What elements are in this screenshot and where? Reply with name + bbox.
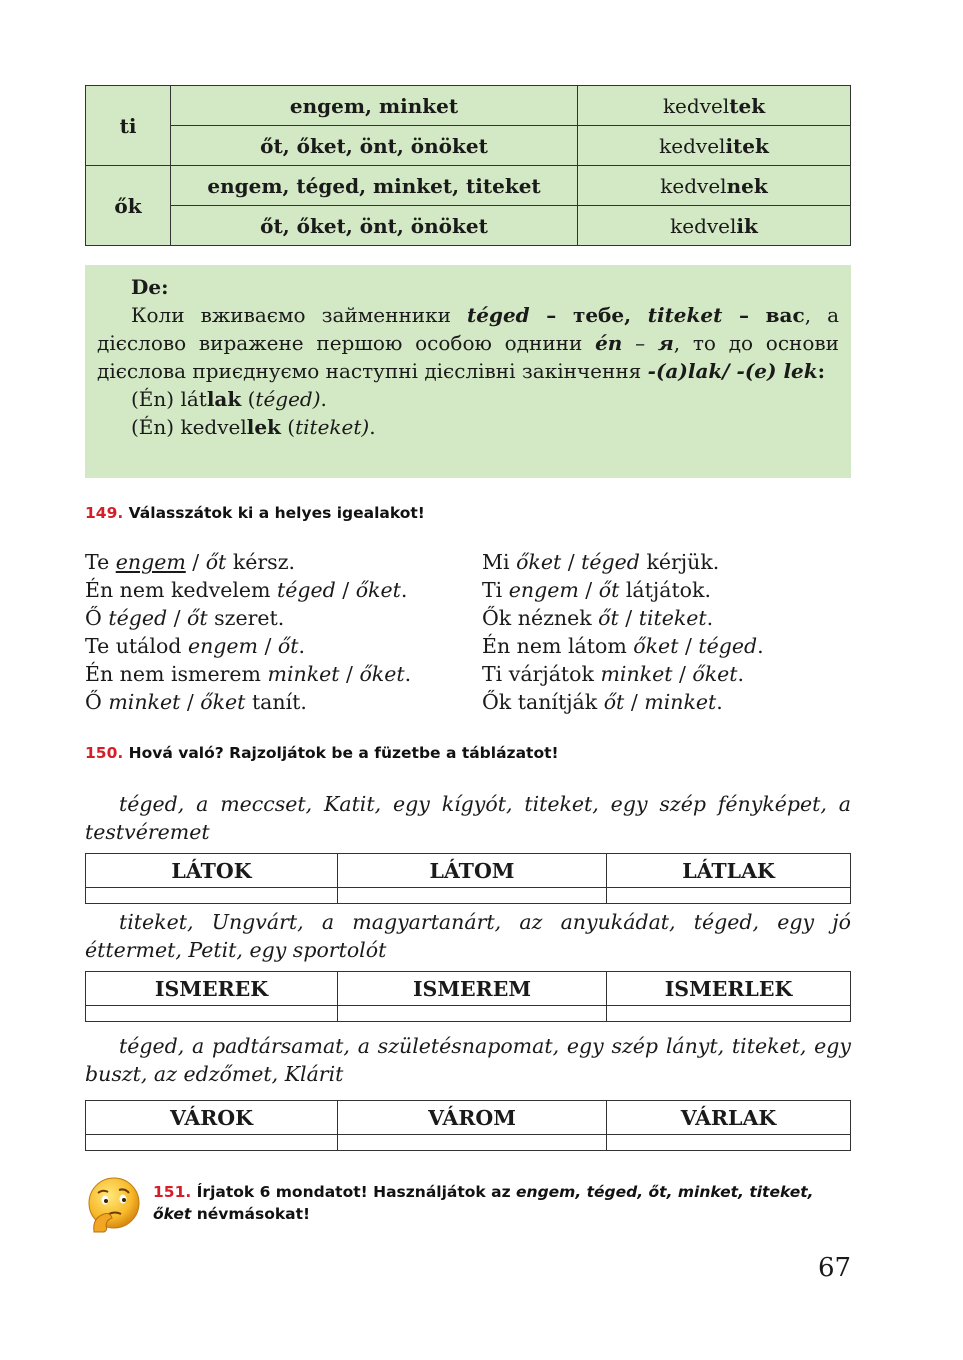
verb-cell: kedveltek (578, 86, 851, 126)
exercise-sentence: Ti várjátok minket / őket. (482, 662, 745, 686)
exercise-149-title: 149. Válasszátok ki a helyes igealakot! (85, 504, 425, 522)
thinking-face-icon (86, 1176, 140, 1234)
note-example: (Én) látlak (téged). (131, 387, 327, 411)
exercise-sentence: Ők tanítják őt / minket. (482, 690, 723, 714)
column-header: VÁROK (86, 1101, 338, 1135)
conjugation-table (85, 85, 851, 246)
empty-cell (607, 1135, 851, 1151)
empty-cell (338, 1135, 607, 1151)
pronoun-cell: ti (86, 86, 171, 166)
column-header: ISMEREM (338, 972, 607, 1006)
column-header: LÁTLAK (607, 854, 851, 888)
note-paragraph: Коли вживаємо займенники téged – тебе, titeket – вас, а дієслово виражене першою особою однини én – я, то до основи дієслова приєднуємо наступні дієслівні закінчення -(a)lak/ -(e) lek: (97, 303, 840, 383)
exercise-sentence: Ők néznek őt / titeket. (482, 606, 714, 630)
table-row (86, 126, 851, 166)
exercise-149-right-column (482, 548, 764, 716)
object-cell: őt, őket, önt, önöket (171, 126, 578, 166)
empty-cell (86, 1135, 338, 1151)
exercise-151-title: 151. Írjatok 6 mondatot! Használjátok az engem, téged, őt, minket, titeket, őket névmásokat! (153, 1183, 814, 1223)
exercise-sentence: Én nem látom őket / téged. (482, 634, 764, 658)
sorting-table (85, 971, 851, 1022)
verb-cell: kedvelik (578, 206, 851, 246)
exercise-sentence: Én nem ismerem minket / őket. (85, 662, 412, 686)
word-list: téged, a meccset, Katit, egy kígyót, titeket, egy szép fényképet, a testvéremet (85, 792, 851, 844)
grammar-note-box (85, 265, 851, 478)
object-cell: engem, minket (171, 86, 578, 126)
exercise-150-title: 150. Hová való? Rajzoljátok be a füzetbe a táblázatot! (85, 744, 559, 762)
column-header: VÁRLAK (607, 1101, 851, 1135)
note-example: (Én) kedvellek (titeket). (131, 415, 376, 439)
object-cell: engem, téged, minket, titeket (171, 166, 578, 206)
exercise-sentence: Mi őket / téged kérjük. (482, 550, 720, 574)
verb-cell: kedvelitek (578, 126, 851, 166)
column-header: LÁTOM (338, 854, 607, 888)
empty-cell (338, 1006, 607, 1022)
page-number: 67 (818, 1253, 852, 1283)
empty-cell (338, 888, 607, 904)
exercise-sentence: Te engem / őt kérsz. (85, 550, 296, 574)
exercise-sentence: Ti engem / őt látjátok. (482, 578, 711, 602)
verb-cell: kedvelnek (578, 166, 851, 206)
exercise-sentence: Én nem kedvelem téged / őket. (85, 578, 408, 602)
column-header: ISMERLEK (607, 972, 851, 1006)
empty-cell (86, 888, 338, 904)
sorting-table (85, 1100, 851, 1151)
table-row (86, 166, 851, 206)
exercise-sentence: Te utálod engem / őt. (85, 634, 306, 658)
empty-cell (607, 1006, 851, 1022)
word-list: titeket, Ungvárt, a magyartanárt, az anyukádat, téged, egy jó éttermet, Petit, egy sportolót (85, 910, 851, 962)
table-row (86, 86, 851, 126)
column-header: ISMEREK (86, 972, 338, 1006)
column-header: LÁTOK (86, 854, 338, 888)
empty-cell (86, 1006, 338, 1022)
table-row (86, 206, 851, 246)
exercise-sentence: Ő téged / őt szeret. (85, 606, 285, 630)
sorting-table (85, 853, 851, 904)
empty-cell (607, 888, 851, 904)
column-header: VÁROM (338, 1101, 607, 1135)
exercise-149-left-column (85, 548, 411, 716)
note-heading: De: (131, 275, 169, 299)
exercise-sentence: Ő minket / őket tanít. (85, 690, 307, 714)
pronoun-cell: ők (86, 166, 171, 246)
object-cell: őt, őket, önt, önöket (171, 206, 578, 246)
word-list: téged, a padtársamat, a születésnapomat, egy szép lányt, titeket, egy buszt, az edzőmet, Klárit (85, 1034, 851, 1086)
